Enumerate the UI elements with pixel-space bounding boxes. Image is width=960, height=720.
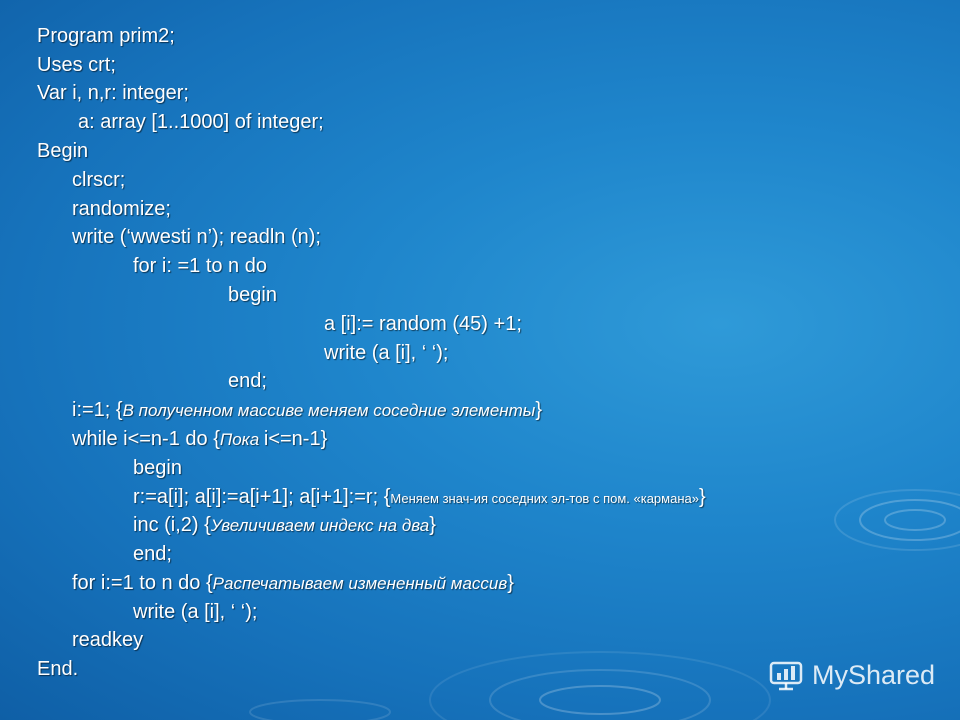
code-line: Program prim2; xyxy=(37,25,175,47)
myshared-logo-text: MyShared xyxy=(812,659,936,690)
code-line: a: array [1..1000] of integer; xyxy=(78,111,324,133)
code-line: randomize; xyxy=(72,198,171,220)
code-text: inc (i,2) { xyxy=(133,514,211,536)
code-line: begin xyxy=(228,284,277,306)
code-text: for i:=1 to n do { xyxy=(72,572,213,594)
code-text: r:=a[i]; a[i]:=a[i+1]; a[i+1]:=r; { xyxy=(133,486,391,508)
code-line: End. xyxy=(37,658,79,680)
code-line: end; xyxy=(133,543,172,565)
code-line: begin xyxy=(133,457,182,479)
code-comment: В полученном массиве меняем соседние элементы xyxy=(122,401,536,420)
code-line: Begin xyxy=(37,140,89,162)
code-line: end; xyxy=(228,370,267,392)
code-line: clrscr; xyxy=(72,169,126,191)
myshared-watermark xyxy=(768,655,935,695)
code-text: } xyxy=(535,399,542,421)
code-line xyxy=(72,398,542,423)
code-text: i:=1; { xyxy=(72,399,123,421)
code-comment: Распечатываем измененный массив xyxy=(212,574,508,593)
code-line: write (‘wwesti n’); readln (n); xyxy=(72,226,321,248)
code-text: } xyxy=(507,572,514,594)
code-text: while i<=n-1 do { xyxy=(72,428,220,450)
code-text: } xyxy=(429,514,436,536)
code-text: } xyxy=(698,486,706,508)
code-line: write (a [i], ‘ ‘); xyxy=(324,342,449,364)
bar-chart-monitor-icon xyxy=(768,657,804,693)
code-line: Var i, n,r: integer; xyxy=(37,82,189,104)
code-line xyxy=(72,427,327,452)
code-line xyxy=(72,571,514,596)
code-line xyxy=(133,485,706,511)
code-line: for i: =1 to n do xyxy=(133,255,267,277)
code-text: i<=n-1} xyxy=(263,428,328,450)
code-comment: Увеличиваем индекс на два xyxy=(210,516,430,535)
code-line: a [i]:= random (45) +1; xyxy=(324,313,522,335)
code-line: Uses crt; xyxy=(37,54,116,76)
code-line: readkey xyxy=(72,629,144,651)
code-comment: Меняем знач-ия соседних эл-тов с пом. «кармана» xyxy=(390,491,699,506)
code-line: write (a [i], ‘ ‘); xyxy=(133,601,258,623)
code-line xyxy=(133,513,436,538)
code-comment: Пока xyxy=(219,430,264,449)
